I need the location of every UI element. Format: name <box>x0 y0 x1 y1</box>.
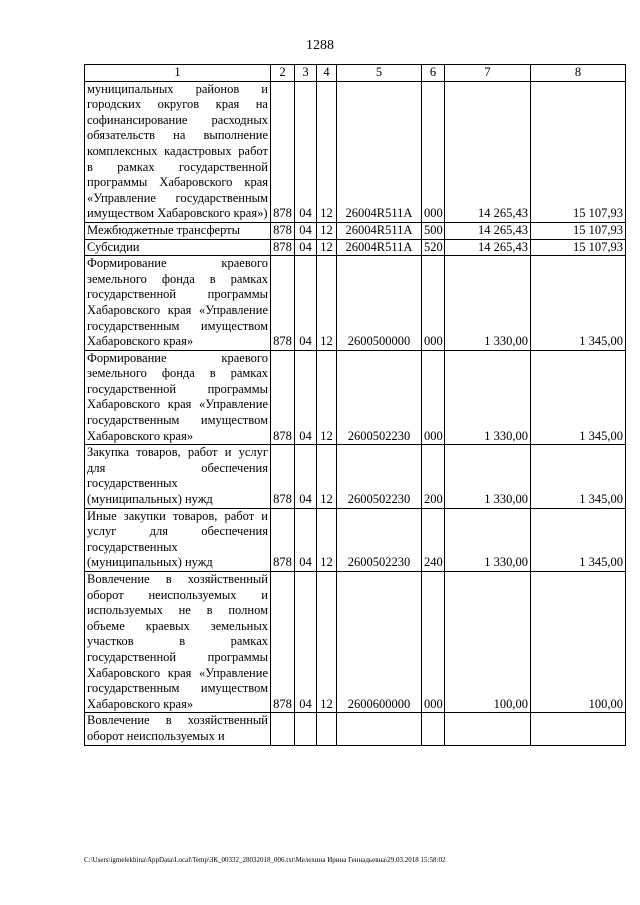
row-description: муниципальных районов и городских округов края на софинансирование расходных обязательств на выполнение комплексных кадастровых работ в рамках государственной программы Хабаровского края «Управление государственным имуществом Хабаровского края») <box>85 81 271 222</box>
expense-type-code: 000 <box>422 81 445 222</box>
section-code: 04 <box>295 239 317 256</box>
section-code <box>295 713 317 745</box>
table-row <box>85 256 626 351</box>
expense-type-code: 000 <box>422 256 445 351</box>
column-header: 2 <box>271 65 295 82</box>
budget-table <box>84 64 626 746</box>
expense-type-code: 240 <box>422 508 445 571</box>
ministry-code: 878 <box>271 256 295 351</box>
table-row <box>85 239 626 256</box>
table-row <box>85 222 626 239</box>
table-header-row <box>85 65 626 82</box>
subsection-code: 12 <box>317 81 337 222</box>
section-code: 04 <box>295 222 317 239</box>
subsection-code: 12 <box>317 222 337 239</box>
amount-year-1: 14 265,43 <box>445 81 531 222</box>
ministry-code: 878 <box>271 572 295 713</box>
amount-year-1: 1 330,00 <box>445 350 531 445</box>
amount-year-1: 1 330,00 <box>445 508 531 571</box>
target-article-code: 2600600000 <box>337 572 422 713</box>
row-description: Иные закупки товаров, работ и услуг для обеспечения государственных (муниципальных) нужд <box>85 508 271 571</box>
amount-year-2: 1 345,00 <box>531 256 626 351</box>
amount-year-1 <box>445 713 531 745</box>
expense-type-code: 520 <box>422 239 445 256</box>
amount-year-2: 15 107,93 <box>531 81 626 222</box>
section-code: 04 <box>295 256 317 351</box>
ministry-code: 878 <box>271 350 295 445</box>
subsection-code: 12 <box>317 239 337 256</box>
amount-year-2: 15 107,93 <box>531 239 626 256</box>
target-article-code: 26004R511A <box>337 81 422 222</box>
column-header: 1 <box>85 65 271 82</box>
ministry-code: 878 <box>271 222 295 239</box>
row-description: Вовлечение в хозяйственный оборот неиспользуемых и используемых не в полном объеме краевых земельных участков в рамках государственной программы Хабаровского края «Управление государственным имуществом Хабаровского края» <box>85 572 271 713</box>
row-description: Субсидии <box>85 239 271 256</box>
table-row <box>85 713 626 745</box>
amount-year-1: 14 265,43 <box>445 239 531 256</box>
row-description: Межбюджетные трансферты <box>85 222 271 239</box>
subsection-code: 12 <box>317 256 337 351</box>
column-header: 8 <box>531 65 626 82</box>
amount-year-1: 1 330,00 <box>445 445 531 508</box>
section-code: 04 <box>295 350 317 445</box>
table-row <box>85 508 626 571</box>
row-description: Вовлечение в хозяйственный оборот неиспользуемых и <box>85 713 271 745</box>
expense-type-code: 000 <box>422 572 445 713</box>
column-header: 4 <box>317 65 337 82</box>
amount-year-2: 100,00 <box>531 572 626 713</box>
expense-type-code: 500 <box>422 222 445 239</box>
column-header: 7 <box>445 65 531 82</box>
ministry-code: 878 <box>271 445 295 508</box>
subsection-code: 12 <box>317 350 337 445</box>
ministry-code <box>271 713 295 745</box>
subsection-code: 12 <box>317 572 337 713</box>
expense-type-code: 000 <box>422 350 445 445</box>
table-row <box>85 445 626 508</box>
row-description: Закупка товаров, работ и услуг для обеспечения государственных (муниципальных) нужд <box>85 445 271 508</box>
target-article-code <box>337 713 422 745</box>
amount-year-2: 15 107,93 <box>531 222 626 239</box>
amount-year-2: 1 345,00 <box>531 508 626 571</box>
column-header: 3 <box>295 65 317 82</box>
ministry-code: 878 <box>271 508 295 571</box>
table-row <box>85 572 626 713</box>
section-code: 04 <box>295 572 317 713</box>
subsection-code: 12 <box>317 445 337 508</box>
section-code: 04 <box>295 508 317 571</box>
column-header: 6 <box>422 65 445 82</box>
section-code: 04 <box>295 445 317 508</box>
amount-year-1: 14 265,43 <box>445 222 531 239</box>
target-article-code: 2600502230 <box>337 445 422 508</box>
subsection-code <box>317 713 337 745</box>
ministry-code: 878 <box>271 81 295 222</box>
amount-year-2: 1 345,00 <box>531 350 626 445</box>
target-article-code: 2600502230 <box>337 350 422 445</box>
page-number: 1288 <box>306 38 334 53</box>
amount-year-2 <box>531 713 626 745</box>
table-row <box>85 81 626 222</box>
amount-year-2: 1 345,00 <box>531 445 626 508</box>
expense-type-code <box>422 713 445 745</box>
target-article-code: 2600502230 <box>337 508 422 571</box>
target-article-code: 2600500000 <box>337 256 422 351</box>
target-article-code: 26004R511A <box>337 222 422 239</box>
amount-year-1: 100,00 <box>445 572 531 713</box>
amount-year-1: 1 330,00 <box>445 256 531 351</box>
row-description: Формирование краевого земельного фонда в рамках государственной программы Хабаровского края «Управление государственным имуществом Хабаровского края» <box>85 350 271 445</box>
subsection-code: 12 <box>317 508 337 571</box>
table-row <box>85 350 626 445</box>
target-article-code: 26004R511A <box>337 239 422 256</box>
ministry-code: 878 <box>271 239 295 256</box>
column-header: 5 <box>337 65 422 82</box>
expense-type-code: 200 <box>422 445 445 508</box>
file-path-footer: C:\Users\igmelekhina\AppData\Local\Temp\ЗК_00332_28032018_006.txt\Мелехина Ирина Геннадьевна\29.03.2018 15:58:02 <box>84 856 446 864</box>
row-description: Формирование краевого земельного фонда в рамках государственной программы Хабаровского края «Управление государственным имуществом Хабаровского края» <box>85 256 271 351</box>
section-code: 04 <box>295 81 317 222</box>
